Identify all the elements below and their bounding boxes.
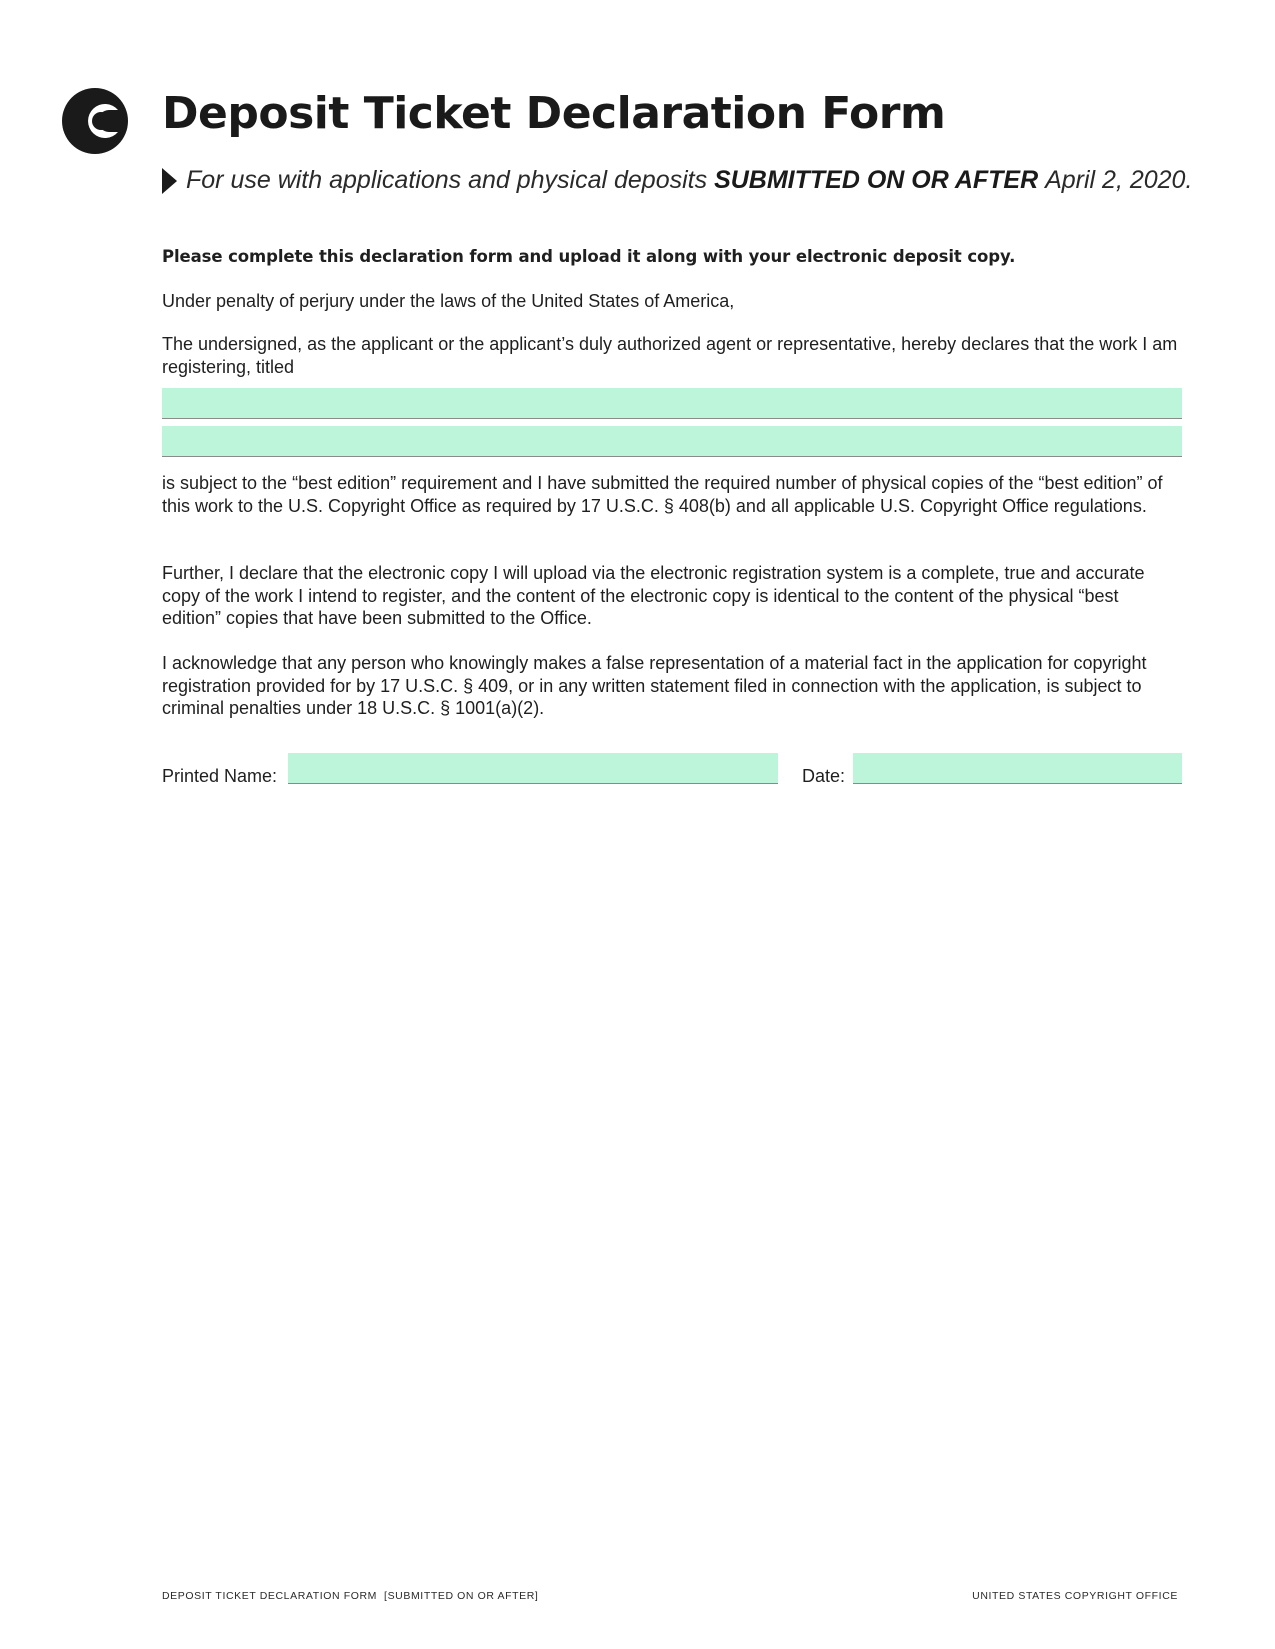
work-title-field-2[interactable] bbox=[162, 426, 1182, 457]
footer-form-name: DEPOSIT TICKET DECLARATION FORM [SUBMITTED ON OR AFTER] bbox=[162, 1590, 539, 1602]
page-title: Deposit Ticket Declaration Form bbox=[162, 88, 946, 139]
penalty-intro: Under penalty of perjury under the laws of the United States of America, bbox=[162, 291, 735, 311]
triangle-arrow-icon bbox=[162, 168, 177, 194]
instruction-text: Please complete this declaration form and upload it along with your electronic deposit copy. bbox=[162, 247, 1016, 266]
date-field[interactable] bbox=[853, 753, 1182, 784]
subtitle-date: April 2, 2020. bbox=[1045, 166, 1193, 194]
best-edition-paragraph: is subject to the “best edition” requirement and I have submitted the required number of physical copies of the “best edition” of this work to the U.S. Copyright Office as required by 17 U.S.C. § 408(b) and all applicable U.S. Copyright Office regulations. bbox=[162, 473, 1163, 516]
printed-name-field[interactable] bbox=[288, 753, 778, 784]
declaration-intro: The undersigned, as the applicant or the applicant’s duly authorized agent or representative, hereby declares that the work I am registering, titled bbox=[162, 334, 1178, 377]
subtitle bbox=[162, 166, 1192, 195]
work-title-field-1[interactable] bbox=[162, 388, 1182, 419]
acknowledge-paragraph: I acknowledge that any person who knowingly makes a false representation of a material fact in the application for copyright registration provided for by 17 U.S.C. § 409, or in any written statement filed in connection with the application, is subject to criminal penalties under 18 U.S.C. § 1001(a)(2). bbox=[162, 653, 1147, 718]
further-declare-paragraph: Further, I declare that the electronic copy I will upload via the electronic registration system is a complete, true and accurate copy of the work I intend to register, and the content of the electronic copy is identical to the content of the physical “best edition” copies that have been submitted to the Office. bbox=[162, 563, 1145, 628]
subtitle-prefix: For use with applications and physical deposits bbox=[186, 166, 708, 194]
subtitle-emphasis: SUBMITTED ON OR AFTER bbox=[714, 166, 1039, 194]
footer-office-name: UNITED STATES COPYRIGHT OFFICE bbox=[972, 1590, 1178, 1602]
date-label: Date: bbox=[802, 766, 846, 786]
printed-name-label: Printed Name: bbox=[162, 766, 278, 786]
copyright-office-logo bbox=[60, 86, 130, 156]
